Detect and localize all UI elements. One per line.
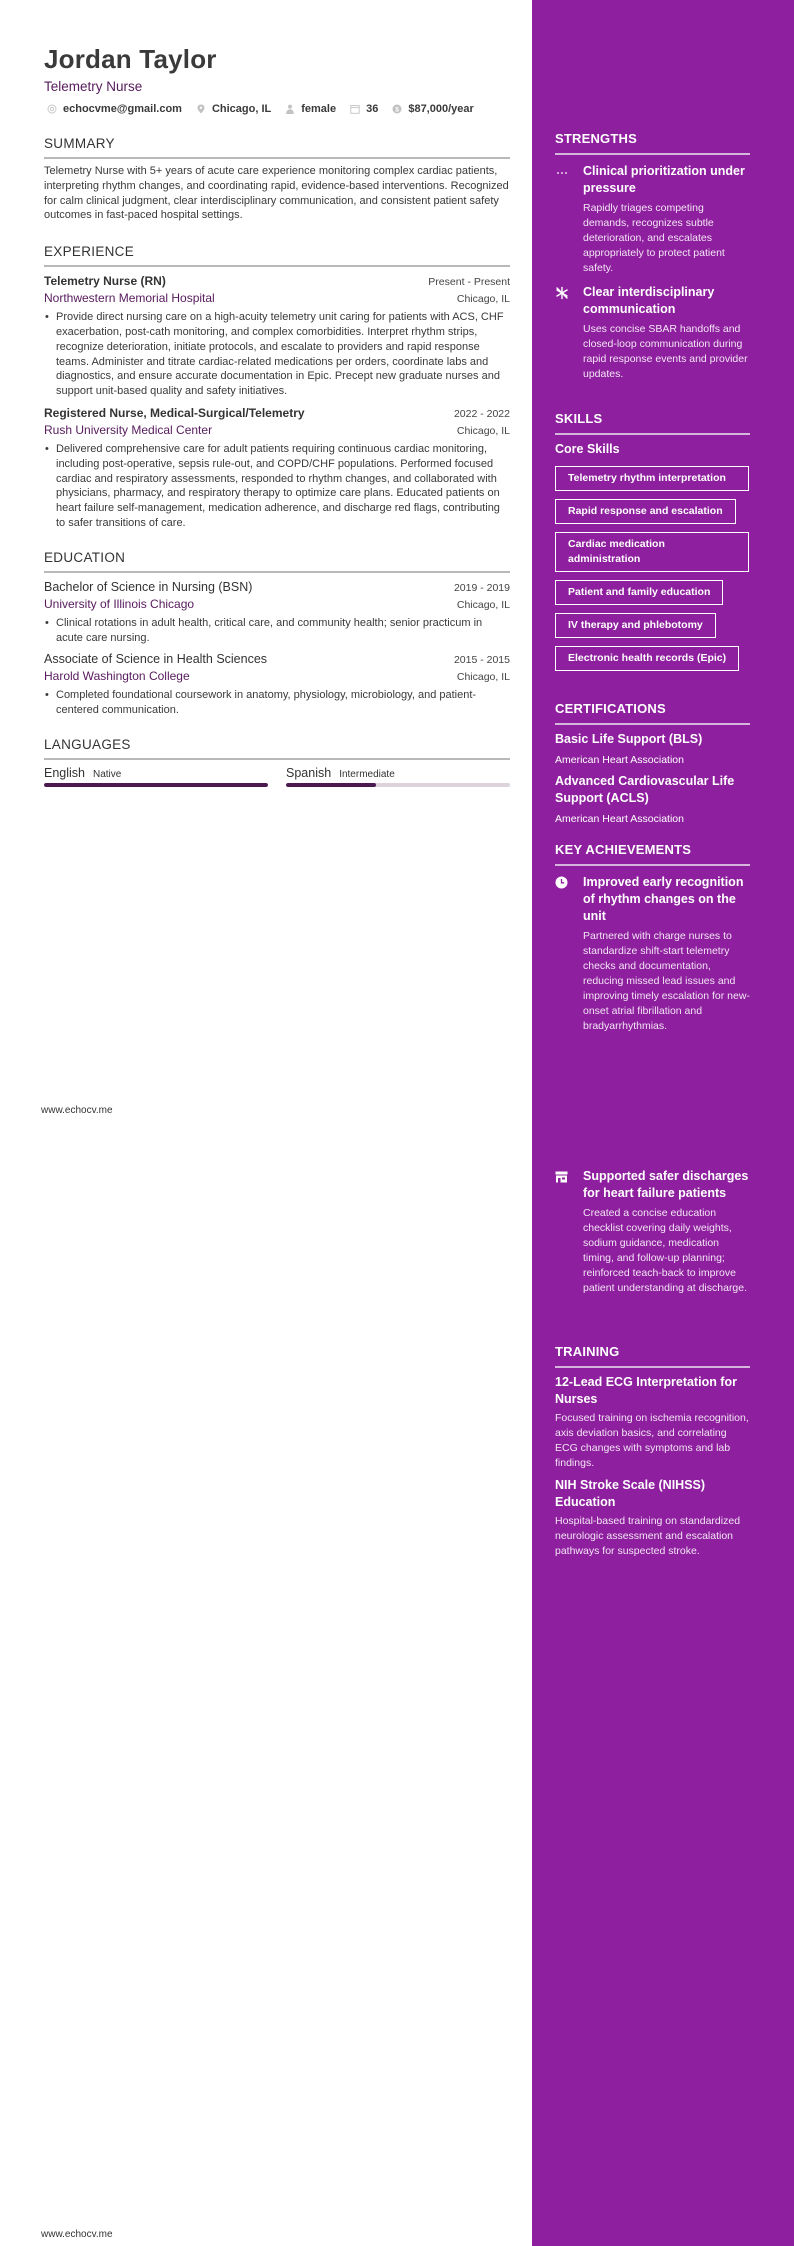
strength-title: Clinical prioritization under pressure [583,164,745,195]
education-bullet: • Completed foundational coursework in anatomy, physiology, microbiology, and patient-centered communication. [44,688,510,718]
footer-link[interactable]: www.echocv.me [41,1105,113,1116]
certification-title: Advanced Cardiovascular Life Support (ACLS) [555,774,735,805]
summary-heading: SUMMARY [44,135,510,159]
skill-chip: IV therapy and phlebotomy [555,613,716,638]
contact-email[interactable] [44,103,182,115]
strength-item [555,163,750,276]
job-title: Telemetry Nurse [44,79,143,94]
achievements-heading: KEY ACHIEVEMENTS [555,841,750,866]
certification-issuer: American Heart Association [555,813,684,825]
education-entry [44,579,510,646]
experience-location: Chicago, IL [456,293,510,306]
skill-chip: Rapid response and escalation [555,499,736,524]
skill-chip: Telemetry rhythm interpretation [555,466,749,491]
contact-gender-text: female [301,103,337,115]
candidate-name: Jordan Taylor [44,44,217,74]
language-name: English [44,765,85,780]
education-heading: EDUCATION [44,549,510,573]
strengths-heading: STRENGTHS [555,130,750,155]
certifications-heading: CERTIFICATIONS [555,700,750,725]
education-degree: Associate of Science in Health Sciences [44,652,268,667]
languages-section [44,736,510,787]
footer-link[interactable]: www.echocv.me [41,2229,113,2240]
certification-title: Basic Life Support (BLS) [555,732,703,746]
language-level: Intermediate [339,768,395,780]
skills-subheading: Core Skills [555,442,620,456]
strength-item [555,284,750,382]
skill-chip: Cardiac medication administration [555,532,749,572]
achievement-item [555,1168,750,1296]
location-pin-icon [196,104,206,114]
contact-gender [282,103,336,115]
experience-entry [44,273,510,399]
experience-bullet: • Delivered comprehensive care for adult patients requiring continuous cardiac monitoring, including post-operative, sepsis rule-out, and COPD/CHF populations. Performed focused cardiac and respiratory assessments, responded to rhythm changes, and collaborated with physicians, pharmacy, and respiratory therapy to optimize care plans. Educated patients on heart failure self-management, medication adherence, and discharge red flags, contributing to safer transitions of care. [44,442,510,531]
language-proficiency-bar [286,783,510,787]
language-english [44,766,268,787]
strength-title: Clear interdisciplinary communication [583,285,715,316]
language-level: Native [93,768,122,780]
education-location: Chicago, IL [456,598,510,611]
training-description: Hospital-based training on standardized neurologic assessment and escalation pathways for suspected stroke. [555,1515,741,1557]
strength-description: Uses concise SBAR handoffs and closed-loop communication during rapid response events and provider updates. [583,323,748,380]
language-proficiency-bar [44,783,268,787]
achievements-section-continued [555,1160,750,1296]
training-section [555,1343,750,1559]
education-school: University of Illinois Chicago [44,596,195,611]
dollar-icon [392,104,402,114]
training-description: Focused training on ischemia recognition, axis deviation basics, and correlating ECG changes with symptoms and lab findings. [555,1412,749,1469]
experience-location: Chicago, IL [456,424,510,437]
contact-location [193,103,271,115]
education-dates: 2019 - 2019 [453,581,510,594]
education-entry [44,651,510,718]
education-degree: Bachelor of Science in Nursing (BSN) [44,579,253,594]
store-icon [555,1171,568,1183]
clock-icon [555,876,568,889]
training-title: NIH Stroke Scale (NIHSS) Education [555,1478,706,1509]
at-icon [47,104,57,114]
sparkle-icon [555,286,569,300]
contact-age-text: 36 [366,103,379,115]
education-school: Harold Washington College [44,669,190,684]
education-dates: 2015 - 2015 [453,654,510,667]
languages-heading: LANGUAGES [44,736,510,760]
certification-issuer: American Heart Association [555,754,684,766]
certification-item [555,773,750,826]
experience-bullet: • Provide direct nursing care on a high-acuity telemetry unit caring for patients with ACS, CHF exacerbation, post-cath monitoring, and complex comorbidities. Interpret rhythm strips, recognize deterioration, initiate protocols, and escalate to providers and rapid response teams. Administer and titrate cardiac-related medications per orders, coordinate labs and diagnostics, and ensure accurate documentation in Epic. Precept new graduate nurses and support unit-based quality and safety initiatives. [44,310,510,399]
summary-section [44,135,510,223]
experience-title: Registered Nurse, Medical-Surgical/Telemetry [44,405,305,420]
training-title: 12-Lead ECG Interpretation for Nurses [555,1375,737,1406]
certification-item [555,731,750,767]
experience-employer: Rush University Medical Center [44,422,213,437]
contact-age [347,103,378,115]
achievement-description: Created a concise education checklist covering daily weights, sodium guidance, medication timing, and follow-up planning; reinforced teach-back to improve patient understanding at discharge. [583,1207,748,1294]
language-name: Spanish [286,765,332,780]
skill-chip: Patient and family education [555,580,723,605]
education-section [44,549,510,718]
achievement-title: Improved early recognition of rhythm changes on the unit [583,875,744,923]
education-location: Chicago, IL [456,671,510,684]
skills-heading: SKILLS [555,410,750,435]
experience-dates: 2022 - 2022 [453,407,510,420]
training-item [555,1374,750,1471]
achievement-item [555,874,750,1034]
achievement-description: Partnered with charge nurses to standardize shift-start telemetry checks and documentation, reducing missed lead issues and improving timely escalation for new-onset atrial fibrillation and bradyarrhythmias. [583,930,750,1032]
strengths-section [555,130,750,382]
education-bullet: • Clinical rotations in adult health, critical care, and community health; senior practicum in acute care nursing. [44,616,510,646]
contact-bar [44,103,510,115]
skills-section [555,410,750,671]
experience-heading: EXPERIENCE [44,243,510,267]
achievements-section [555,841,750,1034]
ellipsis-icon [555,168,569,178]
achievement-title: Supported safer discharges for heart failure patients [583,1169,749,1200]
contact-salary [389,103,473,115]
person-icon [285,104,295,114]
svg-text:$: $ [395,106,400,114]
experience-section [44,243,510,531]
skill-chip: Electronic health records (Epic) [555,646,739,671]
main-column [44,44,510,787]
training-item [555,1477,750,1559]
certifications-section [555,700,750,826]
experience-employer: Northwestern Memorial Hospital [44,291,215,306]
experience-entry [44,405,510,531]
calendar-icon [350,104,360,114]
contact-salary-text: $87,000/year [408,103,474,115]
language-spanish [286,766,510,787]
contact-location-text: Chicago, IL [211,103,272,115]
strength-description: Rapidly triages competing demands, recognizes subtle deterioration, and escalates appropriately to protect patient safety. [583,202,725,274]
summary-text: Telemetry Nurse with 5+ years of acute care experience monitoring complex cardiac patients, interpreting rhythm changes, and coordinating rapid, evidence-based interventions. Recognized for calm clinical judgment, clear interdisciplinary communication, and consistent patient safety outcomes in fast-paced hospital settings. [44,165,509,222]
experience-title: Telemetry Nurse (RN) [44,274,166,289]
training-heading: TRAINING [555,1343,750,1368]
experience-dates: Present - Present [428,276,510,289]
contact-email-text: echocvme@gmail.com [63,103,182,115]
